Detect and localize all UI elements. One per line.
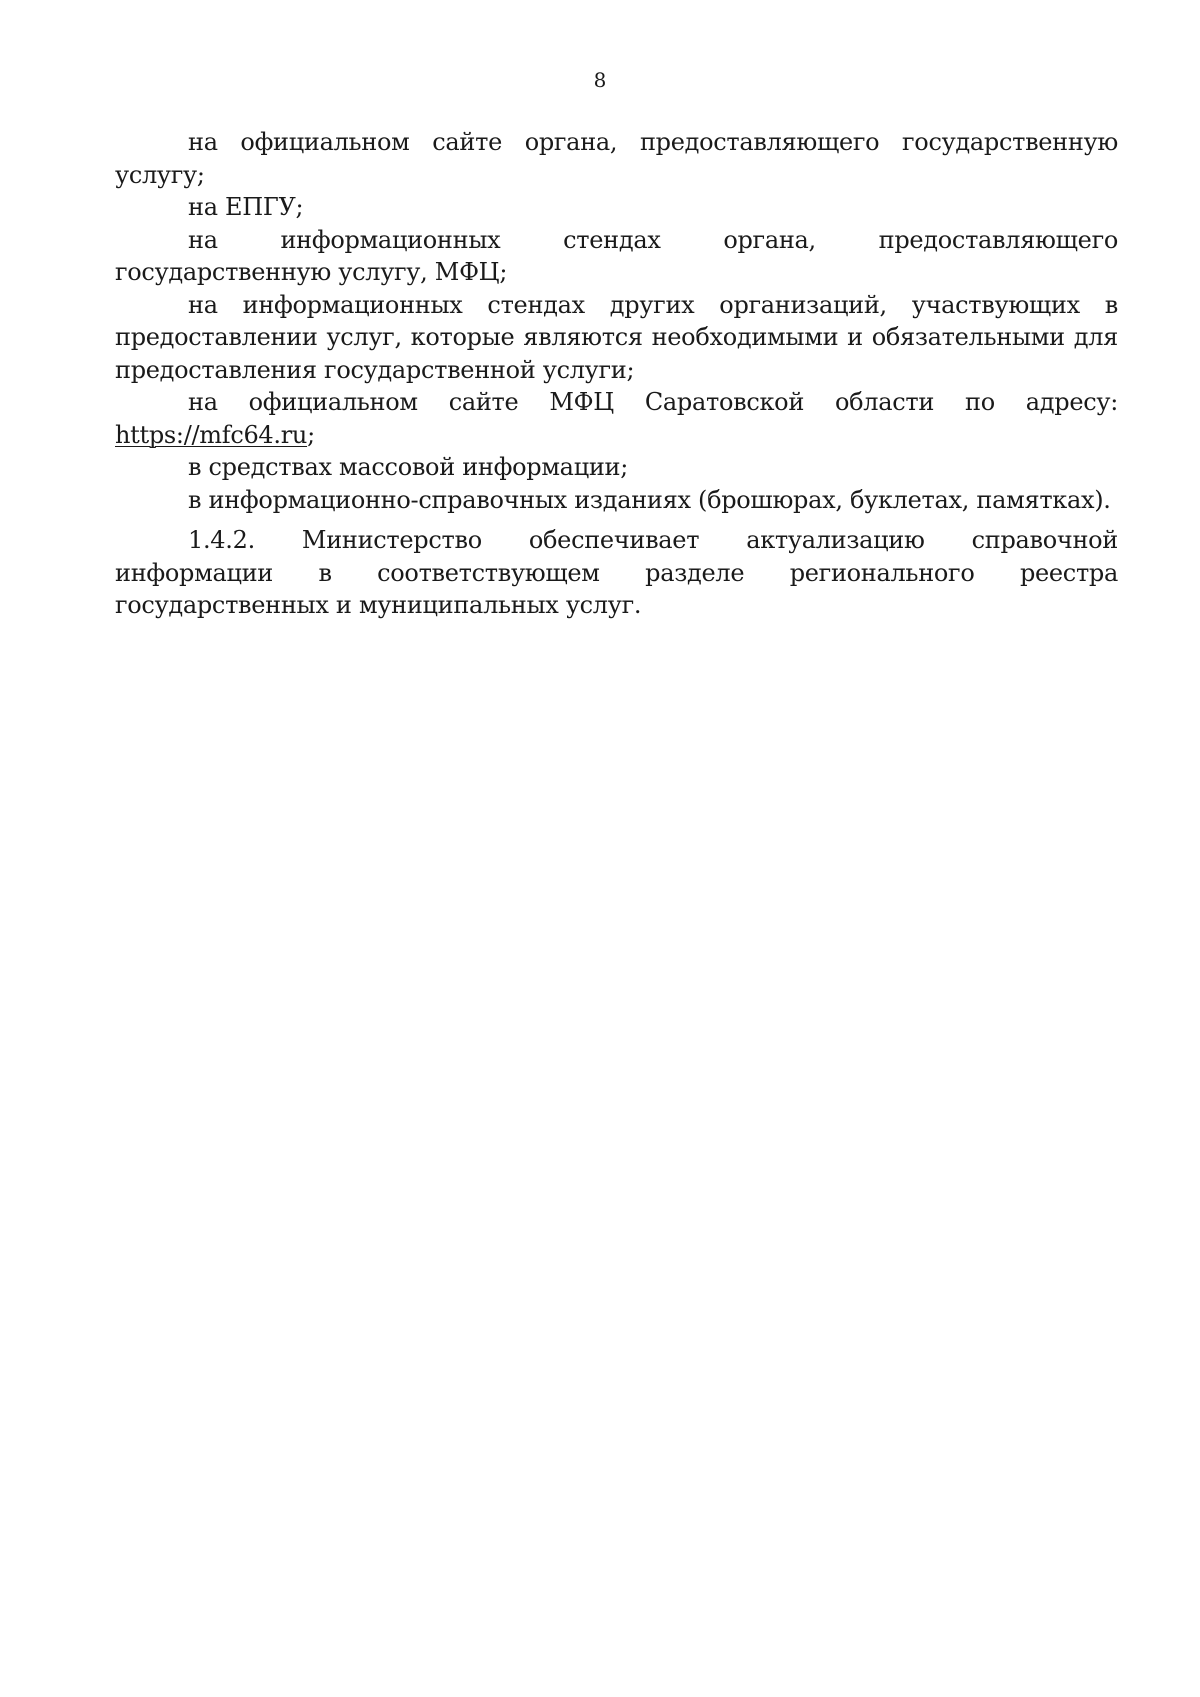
mfc-site-text: на официальном сайте МФЦ Саратовской области по адресу:: [188, 388, 1118, 416]
paragraph-mass-media: в средствах массовой информации;: [188, 453, 629, 481]
page-number: 8: [593, 68, 607, 92]
document-body: [115, 126, 1118, 622]
mfc-site-punct: ;: [307, 420, 315, 449]
paragraph-epgu: на ЕПГУ;: [188, 193, 304, 221]
paragraph-reference-publications: в информационно-справочных изданиях (брошюрах, буклетах, памятках).: [188, 485, 1111, 514]
paragraph-mfc-site: [115, 386, 1118, 451]
paragraph-stands-organ: на информационных стендах органа, предоставляющего государственную услугу, МФЦ;: [115, 225, 1118, 286]
paragraph-1-4-2: 1.4.2. Министерство обеспечивает актуализацию справочной информации в соответствующем разделе регионального реестра государственных и муниципальных услуг.: [115, 526, 1118, 619]
mfc-site-link[interactable]: https://mfc64.ru: [115, 420, 308, 449]
paragraph-stands-other: на информационных стендах других организаций, участвующих в предоставлении услуг, которые являются необходимыми и обязательными для предоставления государственной услуги;: [115, 290, 1118, 384]
paragraph-official-site: на официальном сайте органа, предоставляющего государственную услугу;: [115, 128, 1118, 189]
